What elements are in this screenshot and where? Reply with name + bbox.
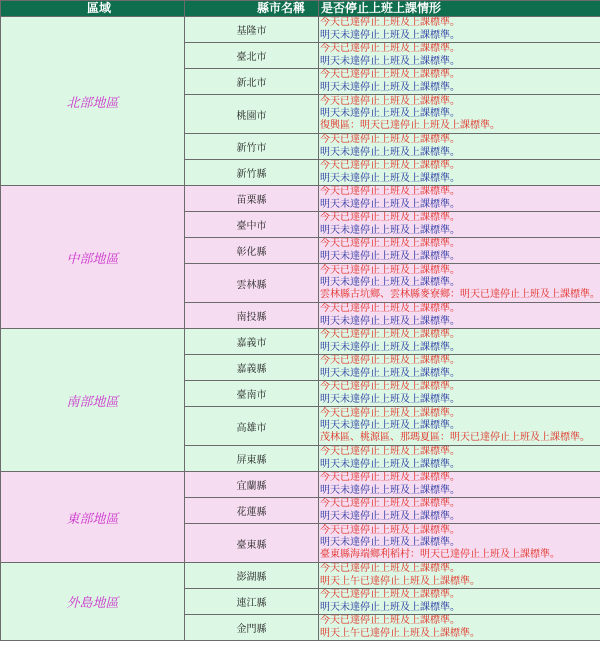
city-name: 花蓮縣: [185, 498, 319, 524]
status-line-not-reached: 明天未達停止上班及上課標準。: [320, 601, 460, 613]
region-name: 北部地區: [1, 17, 185, 186]
status-cell: [319, 446, 600, 472]
status-cell: [319, 43, 600, 69]
status-cell: [319, 329, 600, 355]
status-line-stopped: 明天上午已達停止上班及上課標準。: [320, 627, 480, 639]
region-name: 外島地區: [1, 563, 185, 641]
status-line-stopped: 茂林區、桃源區、那瑪夏區：明天已達停止上班及上課標準。: [320, 432, 590, 444]
status-line-not-reached: 明天未達停止上班及上課標準。: [320, 107, 460, 119]
status-line-stopped: 今天已達停止上班及上課標準。: [320, 95, 460, 107]
table-row: [1, 17, 600, 43]
status-line-stopped: 今天已達停止上班及上課標準。: [320, 17, 460, 29]
table-body: [1, 17, 600, 641]
city-name: 南投縣: [185, 303, 319, 329]
status-line-not-reached: 明天未達停止上班及上課標準。: [320, 55, 460, 67]
region-name: 東部地區: [1, 472, 185, 563]
status-cell: [319, 615, 600, 641]
city-name: 高雄市: [185, 407, 319, 446]
table-row: [1, 186, 600, 212]
status-line-stopped: 今天已達停止上班及上課標準。: [320, 381, 460, 393]
region-name: 南部地區: [1, 329, 185, 472]
city-name: 彰化縣: [185, 238, 319, 264]
status-line-not-reached: 明天未達停止上班及上課標準。: [320, 484, 460, 496]
status-line-stopped: 今天已達停止上班及上課標準。: [320, 329, 460, 341]
status-line-stopped: 今天已達停止上班及上課標準。: [320, 134, 460, 146]
city-name: 新北市: [185, 69, 319, 95]
status-line-stopped: 今天已達停止上班及上課標準。: [320, 407, 460, 419]
status-line-stopped: 臺東縣海端鄉利稻村：明天已達停止上班及上課標準。: [320, 549, 560, 561]
city-name: 屏東縣: [185, 446, 319, 472]
status-line-stopped: 雲林縣古坑鄉、雲林縣麥寮鄉：明天已達停止上班及上課標準。: [320, 289, 600, 301]
header-region: 區域: [1, 1, 185, 17]
status-line-stopped: 今天已達停止上班及上課標準。: [320, 524, 460, 536]
city-name: 宜蘭縣: [185, 472, 319, 498]
status-cell: [319, 498, 600, 524]
header-city: 縣市名稱: [185, 1, 319, 17]
status-line-not-reached: 明天未達停止上班及上課標準。: [320, 29, 460, 41]
status-cell: [319, 238, 600, 264]
city-name: 新竹市: [185, 134, 319, 160]
status-line-stopped: 今天已達停止上班及上課標準。: [320, 238, 460, 250]
status-line-stopped: 今天已達停止上班及上課標準。: [320, 446, 460, 458]
status-line-not-reached: 明天未達停止上班及上課標準。: [320, 536, 460, 548]
table-header-row: [1, 1, 600, 17]
status-line-stopped: 今天已達停止上班及上課標準。: [320, 563, 460, 575]
status-cell: [319, 407, 600, 446]
status-line-not-reached: 明天未達停止上班及上課標準。: [320, 224, 460, 236]
status-cell: [319, 303, 600, 329]
header-status: 是否停止上班上課情形: [319, 1, 600, 17]
status-line-not-reached: 明天未達停止上班及上課標準。: [320, 172, 460, 184]
status-line-stopped: 明天上午已達停止上班及上課標準。: [320, 575, 480, 587]
status-line-not-reached: 明天未達停止上班及上課標準。: [320, 367, 460, 379]
table-row: [1, 472, 600, 498]
status-line-not-reached: 明天未達停止上班及上課標準。: [320, 315, 460, 327]
status-line-not-reached: 明天未達停止上班及上課標準。: [320, 510, 460, 522]
status-cell: [319, 264, 600, 303]
status-cell: [319, 186, 600, 212]
status-line-not-reached: 明天未達停止上班及上課標準。: [320, 393, 460, 405]
table-row: [1, 563, 600, 589]
city-name: 桃園市: [185, 95, 319, 134]
status-line-stopped: 今天已達停止上班及上課標準。: [320, 186, 460, 198]
status-cell: [319, 17, 600, 43]
status-line-stopped: 復興區：明天已達停止上班及上課標準。: [320, 120, 500, 132]
city-name: 基隆市: [185, 17, 319, 43]
city-name: 臺中市: [185, 212, 319, 238]
status-cell: [319, 95, 600, 134]
status-line-stopped: 今天已達停止上班及上課標準。: [320, 69, 460, 81]
status-line-not-reached: 明天未達停止上班及上課標準。: [320, 146, 460, 158]
status-line-not-reached: 明天未達停止上班及上課標準。: [320, 341, 460, 353]
status-line-stopped: 今天已達停止上班及上課標準。: [320, 472, 460, 484]
status-cell: [319, 134, 600, 160]
city-name: 苗栗縣: [185, 186, 319, 212]
status-cell: [319, 589, 600, 615]
city-name: 嘉義市: [185, 329, 319, 355]
status-line-not-reached: 明天未達停止上班及上課標準。: [320, 198, 460, 210]
city-name: 金門縣: [185, 615, 319, 641]
city-name: 澎湖縣: [185, 563, 319, 589]
status-line-stopped: 今天已達停止上班及上課標準。: [320, 589, 460, 601]
city-name: 新竹縣: [185, 160, 319, 186]
city-name: 臺北市: [185, 43, 319, 69]
status-line-stopped: 今天已達停止上班及上課標準。: [320, 264, 460, 276]
table-row: [1, 329, 600, 355]
status-line-not-reached: 明天未達停止上班及上課標準。: [320, 81, 460, 93]
status-line-not-reached: 明天未達停止上班及上課標準。: [320, 250, 460, 262]
status-line-not-reached: 明天未達停止上班及上課標準。: [320, 276, 460, 288]
status-cell: [319, 563, 600, 589]
status-line-stopped: 今天已達停止上班及上課標準。: [320, 43, 460, 55]
status-cell: [319, 160, 600, 186]
status-cell: [319, 212, 600, 238]
city-name: 臺東縣: [185, 524, 319, 563]
status-cell: [319, 381, 600, 407]
status-cell: [319, 69, 600, 95]
status-line-stopped: 今天已達停止上班及上課標準。: [320, 355, 460, 367]
status-line-stopped: 今天已達停止上班及上課標準。: [320, 615, 460, 627]
city-name: 臺南市: [185, 381, 319, 407]
status-cell: [319, 524, 600, 563]
status-cell: [319, 472, 600, 498]
city-name: 連江縣: [185, 589, 319, 615]
status-line-stopped: 今天已達停止上班及上課標準。: [320, 160, 460, 172]
status-line-stopped: 今天已達停止上班及上課標準。: [320, 303, 460, 315]
status-line-not-reached: 明天未達停止上班及上課標準。: [320, 419, 460, 431]
city-name: 雲林縣: [185, 264, 319, 303]
status-line-not-reached: 明天未達停止上班及上課標準。: [320, 458, 460, 470]
status-cell: [319, 355, 600, 381]
region-name: 中部地區: [1, 186, 185, 329]
status-line-stopped: 今天已達停止上班及上課標準。: [320, 212, 460, 224]
status-line-stopped: 今天已達停止上班及上課標準。: [320, 498, 460, 510]
city-name: 嘉義縣: [185, 355, 319, 381]
